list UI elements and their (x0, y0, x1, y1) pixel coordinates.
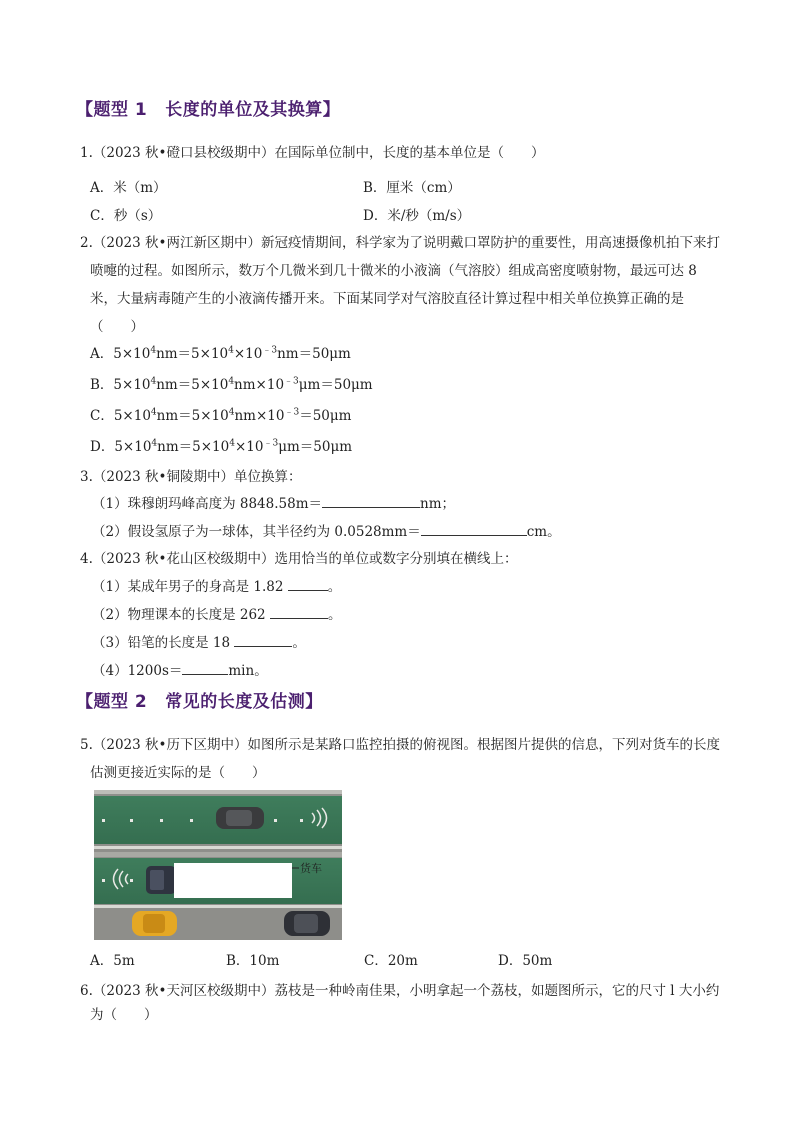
answer-blank[interactable] (270, 605, 328, 619)
q5-option-c[interactable]: C．20m (364, 953, 418, 969)
exponent: 4 (228, 345, 234, 356)
question-5-line-2: 估测更接近实际的是（ ） (90, 765, 266, 781)
question-2-line-4: （ ） (90, 319, 144, 335)
q2-option-a[interactable] (90, 344, 351, 364)
q4-sub-4 (92, 661, 268, 681)
q1-option-b[interactable]: B．厘米（cm） (363, 180, 461, 196)
question-6-line-1: 6.（2023 秋•天河区校级期中）荔枝是一种岭南佳果，小明拿起一个荔枝，如题图所示，它的尺寸 l 大小约 (80, 983, 720, 999)
q1-option-d[interactable]: D．米/秒（m/s） (363, 208, 471, 224)
truck (146, 863, 292, 898)
answer-blank[interactable] (234, 633, 292, 647)
question-6-line-2: 为（ ） (90, 1007, 158, 1023)
option-text: C．5×10 (90, 408, 151, 424)
sub-text: （1）珠穆朗玛峰高度为 8848.58m＝ (92, 496, 323, 512)
option-text: B．5×10 (90, 377, 151, 393)
section-label: 题型 1 (93, 100, 148, 120)
answer-blank[interactable] (182, 661, 228, 675)
sub-text: 。 (327, 607, 342, 623)
dark-car-bottom (284, 911, 330, 936)
q3-sub-2 (92, 522, 561, 542)
sub-text: min。 (228, 663, 268, 679)
bracket-left: 【 (76, 100, 94, 120)
question-4: 4.（2023 秋•花山区校级期中）选用恰当的单位或数字分别填在横线上： (80, 551, 518, 567)
q2-option-c[interactable] (90, 406, 351, 426)
answer-blank[interactable] (322, 494, 420, 508)
sub-text: （2）物理课本的长度是 262 (92, 607, 266, 623)
sub-text: （1）某成年男子的身高是 1.82 (92, 579, 284, 595)
bracket-right: 】 (305, 692, 323, 712)
option-text: μm＝50μm (298, 377, 373, 393)
section-heading-1 (76, 95, 340, 120)
option-text: nm＝5×10 (157, 439, 230, 455)
exponent: ﹣3 (284, 376, 299, 387)
section-label: 题型 2 (93, 692, 148, 712)
bracket-left: 【 (76, 692, 94, 712)
exponent: 4 (150, 407, 157, 418)
exponent: 4 (150, 376, 157, 387)
question-5-line-1: 5.（2023 秋•历下区期中）如图所示是某路口监控拍摄的俯视图。根据图片提供的信息，下列对货车的长度 (80, 737, 720, 753)
q4-sub-3 (92, 633, 306, 653)
option-text: ×10 (233, 346, 263, 362)
section-title: 长度的单位及其换算 (165, 100, 323, 120)
road-photo-figure (94, 790, 342, 940)
question-1: 1.（2023 秋•磴口县校级期中）在国际单位制中，长度的基本单位是（ ） (80, 145, 545, 161)
sub-text: （3）铅笔的长度是 18 (92, 635, 231, 651)
sub-text: 。 (292, 635, 306, 651)
sub-text: cm。 (526, 524, 561, 540)
exponent: ﹣3 (263, 438, 279, 449)
exponent: ﹣3 (284, 407, 300, 418)
option-text: nm＝50μm (277, 346, 351, 362)
sub-text: （4）1200s＝ (92, 663, 183, 679)
option-text: A．5×10 (90, 346, 151, 362)
exponent: 4 (228, 376, 235, 387)
truck-label: 货车 (300, 862, 322, 875)
option-text: nm×10 (234, 408, 285, 424)
q3-sub-1 (92, 494, 455, 514)
q4-sub-1 (92, 577, 341, 597)
exponent: 4 (229, 438, 235, 449)
q5-option-d[interactable]: D．50m (498, 953, 553, 969)
answer-blank[interactable] (421, 522, 527, 536)
option-text: nm＝5×10 (156, 377, 229, 393)
yellow-car (132, 911, 177, 936)
q2-option-b[interactable] (90, 375, 373, 395)
road-photo-svg (94, 790, 342, 940)
exponent: 4 (151, 438, 158, 449)
question-3: 3.（2023 秋•铜陵期中）单位换算： (80, 469, 302, 485)
exponent: 4 (228, 407, 235, 418)
q5-option-a[interactable]: A．5m (90, 953, 135, 969)
question-2-line-2: 喷嚏的过程。如图所示，数万个几微米到几十微米的小液滴（气溶胶）组成高密度喷射物，最远可达 8 (90, 263, 697, 279)
dark-car-top (216, 807, 264, 829)
section-heading-2 (76, 687, 323, 712)
sub-text: （2）假设氢原子为一球体，其半径约为 0.0528mm＝ (92, 524, 421, 540)
question-2-line-3: 米，大量病毒随产生的小液滴传播开来。下面某同学对气溶胶直径计算过程中相关单位换算正确的是 (90, 291, 684, 307)
q2-option-d[interactable] (90, 437, 352, 457)
q1-option-c[interactable]: C．秒（s） (90, 208, 162, 224)
sub-text: nm； (420, 496, 456, 512)
option-text: ×10 (234, 439, 264, 455)
answer-blank[interactable] (288, 577, 328, 591)
q1-option-a[interactable]: A．米（m） (90, 180, 167, 196)
option-text: μm＝50μm (278, 439, 353, 455)
option-text: nm＝5×10 (156, 346, 229, 362)
option-text: ＝50μm (299, 408, 352, 424)
bracket-right: 】 (322, 100, 341, 120)
q5-option-b[interactable]: B．10m (226, 953, 280, 969)
question-2-line-1: 2.（2023 秋•两江新区期中）新冠疫情期间，科学家为了说明戴口罩防护的重要性，用高速摄像机拍下来打 (80, 235, 720, 251)
exponent: ﹣3 (262, 345, 278, 356)
exponent: 4 (150, 345, 157, 356)
q4-sub-2 (92, 605, 341, 625)
option-text: nm＝5×10 (156, 408, 229, 424)
option-text: D．5×10 (90, 439, 152, 455)
option-text: nm×10 (234, 377, 285, 393)
sub-text: 。 (327, 579, 342, 595)
section-title: 常见的长度及估测 (165, 692, 306, 712)
